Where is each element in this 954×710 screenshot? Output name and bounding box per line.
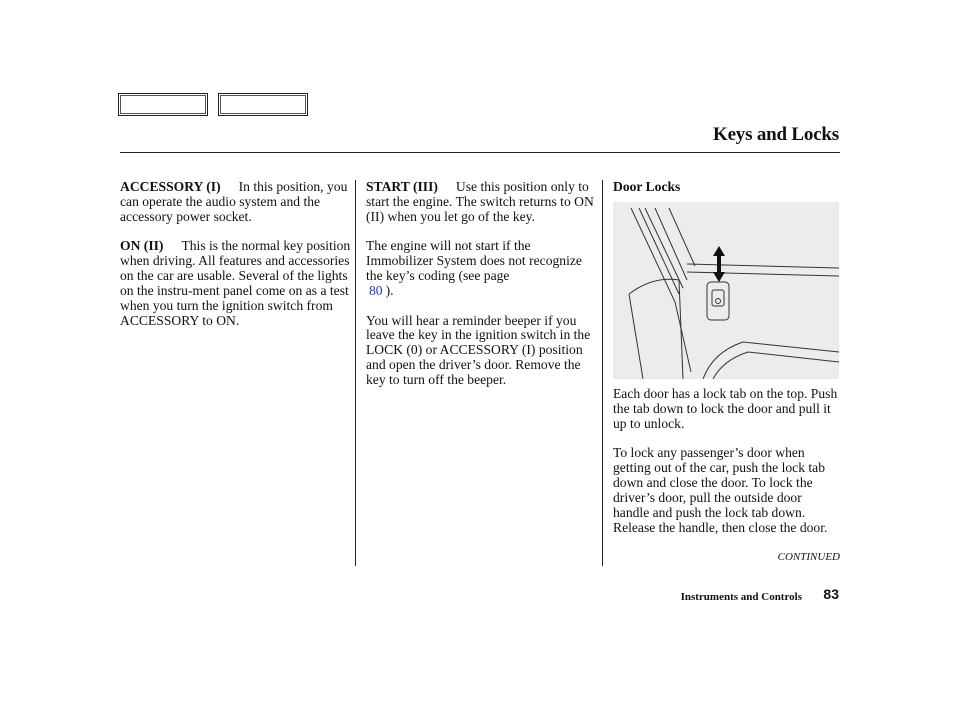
lock-tab-text: Each door has a lock tab on the top. Push the tab down to lock the door and pull it up to unlock. [613,385,838,431]
on-term: ON (II) [120,238,164,254]
accessory-paragraph [120,180,352,225]
passenger-lock-paragraph [613,446,841,535]
page-number: 83 [823,586,839,602]
immobilizer-text: The engine will not start if the Immobilizer System does not recognize the key’s coding (see page [366,238,582,284]
footer-section-title: Instruments and Controls [680,591,802,603]
previous-page-button[interactable] [118,93,208,116]
start-paragraph [366,180,594,225]
title-divider [120,152,840,153]
column-divider [355,180,356,566]
door-lock-illustration [613,202,839,379]
beeper-paragraph [366,314,594,389]
lock-tab-paragraph [613,387,841,432]
column-divider [602,180,603,566]
door-locks-heading: Door Locks [613,179,681,194]
start-text: Use this position only to start the engine. The switch returns to ON (II) when you let go of the key. [366,179,594,224]
on-text: This is the normal key position when driving. All features and accessories on the car are usable. Several of the lights on the instru-ment panel come on as a test when you turn the ignition switch from ACCESSORY to ON. [120,238,351,328]
column-3 [613,180,841,550]
page-reference-link[interactable]: 80 [369,283,383,299]
immobilizer-paragraph [366,239,594,299]
column-1 [120,180,352,343]
door-lock-tab-icon [613,202,839,379]
page-title: Keys and Locks [712,124,839,145]
next-page-button[interactable] [218,93,308,116]
beeper-text: You will hear a reminder beeper if you leave the key in the ignition switch in the LOCK (0) or ACCESSORY (I) position and open the driver’s door. Remove the key to turn off the beeper. [366,312,591,388]
immobilizer-text-end: ). [385,283,394,299]
accessory-term: ACCESSORY (I) [120,179,221,194]
start-term: START (III) [366,179,438,194]
accessory-text: In this position, you can operate the audio system and the accessory power socket. [120,179,348,224]
on-paragraph [120,239,352,328]
continued-label: CONTINUED [777,551,840,563]
passenger-lock-text: To lock any passenger’s door when getting out of the car, push the lock tab down and close the door. To lock the driver’s door, pull the outside door handle and push the lock tab down. Release the handle, then close the door. [613,445,828,535]
column-2 [366,180,594,403]
